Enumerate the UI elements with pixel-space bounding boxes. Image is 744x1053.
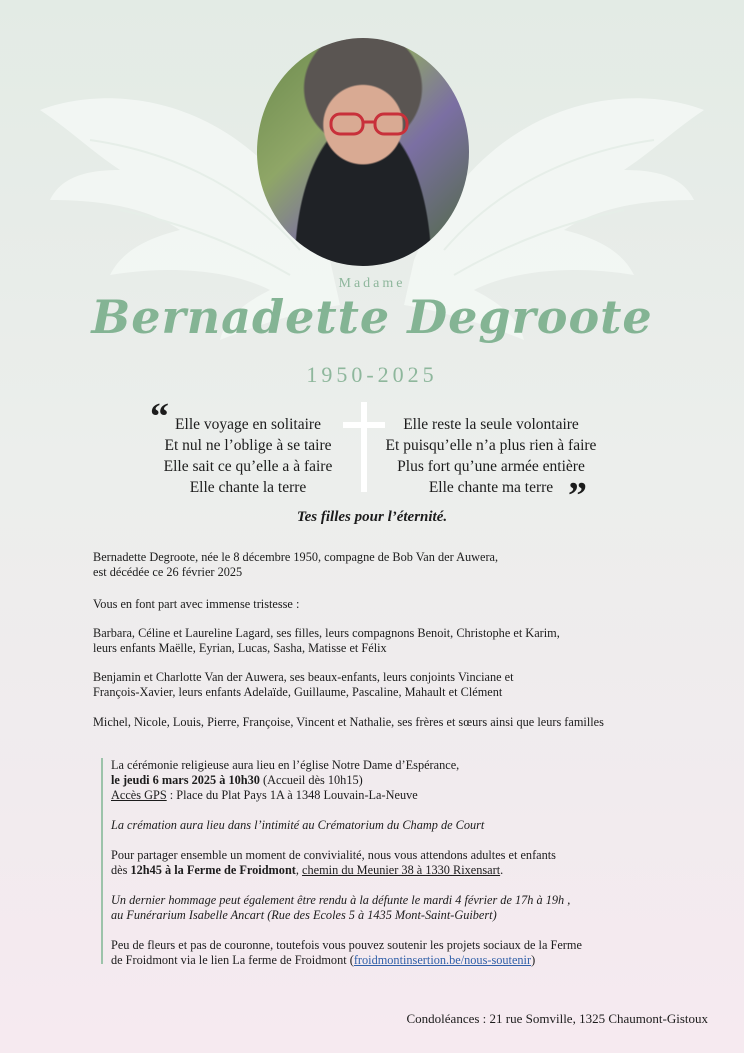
poem-line: Plus fort qu’une armée entière (397, 458, 585, 475)
condolences-address: Condoléances : 21 rue Somville, 1325 Chaumont-Gistoux (406, 1011, 708, 1026)
conviviality-prefix: dès (111, 863, 131, 877)
family-paragraph-stepchildren (93, 670, 693, 700)
ceremony-paragraph (111, 758, 671, 803)
flowers-line: Peu de fleurs et pas de couronne, toutefois vous pouvez soutenir les projets sociaux de la Ferme (111, 938, 582, 952)
poem-line: Elle voyage en solitaire (175, 416, 321, 433)
cremation-paragraph (111, 818, 671, 833)
conviviality-paragraph (111, 848, 671, 878)
life-years: 1950-2025 (306, 362, 438, 387)
ceremony-details (101, 758, 671, 967)
title-prefix: Madame (338, 276, 406, 291)
hommage-line: Un dernier hommage peut également être rendu à la défunte le mardi 4 février de 17h à 19h , (111, 893, 571, 907)
poem-left-column (150, 414, 346, 498)
deceased-name: Bernadette Degroote (91, 290, 653, 344)
conviviality-separator: , (295, 863, 303, 877)
close-quote-mark: ” (568, 475, 587, 517)
flowers-end: ) (531, 953, 536, 967)
family-line: Benjamin et Charlotte Van der Auwera, ses beaux-enfants, leurs conjoints Vinciane et (93, 670, 514, 684)
poem-line: Elle chante la terre (189, 479, 307, 496)
conviviality-line: Pour partager ensemble un moment de convivialité, nous vous attendons adultes et enfants (111, 848, 556, 862)
glasses-shape (329, 112, 409, 136)
announcement-paragraph (93, 550, 693, 580)
poem-line: Elle chante ma terre (428, 479, 554, 496)
poem-line: Elle sait ce qu’elle a à faire (163, 458, 333, 475)
poem-right-column (370, 414, 612, 498)
conviviality-venue: 12h45 à la Ferme de Froidmont (130, 863, 296, 877)
family-line: François-Xavier, leurs enfants Adelaïde, Guillaume, Pascaline, Mahault et Clément (93, 685, 503, 699)
intro-line: Vous en font part avec immense tristesse : (93, 597, 300, 611)
cremation-note: La crémation aura lieu dans l’intimité au Crématorium du Champ de Court (111, 818, 485, 832)
venue-address-link[interactable]: chemin du Meunier 38 à 1330 Rixensart (302, 863, 501, 877)
family-line: leurs enfants Maëlle, Eyrian, Lucas, Sasha, Matisse et Félix (93, 641, 387, 655)
poem-signature: Tes filles pour l’éternité. (296, 509, 448, 525)
portrait-photo (257, 38, 469, 266)
gps-address: : Place du Plat Pays 1A à 1348 Louvain-La-Neuve (166, 788, 418, 802)
open-quote-mark: “ (150, 396, 169, 438)
flowers-paragraph (111, 938, 671, 968)
conviviality-end: . (500, 863, 504, 877)
gps-access-link[interactable]: Accès GPS (111, 788, 167, 802)
poem-line: Et puisqu’elle n’a plus rien à faire (385, 437, 597, 454)
intro-paragraph (93, 597, 693, 612)
ceremony-date: le jeudi 6 mars 2025 à 10h30 (111, 773, 260, 787)
announcement-line: est décédée ce 26 février 2025 (93, 565, 243, 579)
family-paragraph-daughters (93, 626, 693, 656)
poem-line: Et nul ne l’oblige à se taire (164, 437, 332, 454)
donation-link[interactable]: froidmontinsertion.be/nous-soutenir (353, 953, 532, 967)
poem-line: Elle reste la seule volontaire (403, 416, 579, 433)
hommage-paragraph (111, 893, 671, 923)
family-line: Barbara, Céline et Laureline Lagard, ses filles, leurs compagnons Benoit, Christophe et Karim, (93, 626, 560, 640)
ceremony-location: La cérémonie religieuse aura lieu en l’église Notre Dame d’Espérance, (111, 758, 460, 772)
flowers-prefix: de Froidmont via le lien La ferme de Froidmont ( (111, 953, 354, 967)
ceremony-welcome-time: (Accueil dès 10h15) (259, 773, 363, 787)
hommage-line: au Funérarium Isabelle Ancart (Rue des Ecoles 5 à 1435 Mont-Saint-Guibert) (111, 908, 497, 922)
family-paragraph-siblings (93, 715, 693, 730)
announcement-line: Bernadette Degroote, née le 8 décembre 1950, compagne de Bob Van der Auwera, (93, 550, 499, 564)
family-line: Michel, Nicole, Louis, Pierre, Françoise, Vincent et Nathalie, ses frères et sœurs ainsi que leurs familles (93, 715, 604, 729)
